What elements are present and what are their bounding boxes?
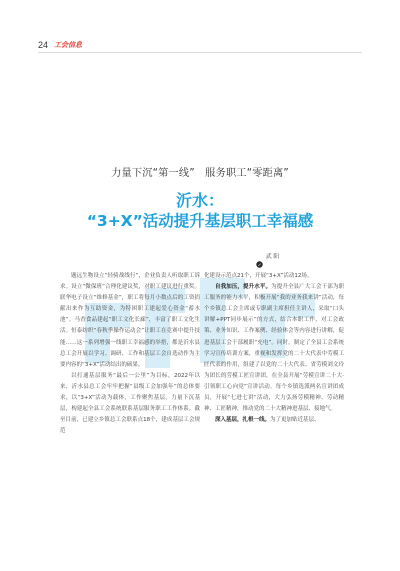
paragraph: 化建设示范点21个，开展“3+X”活动12场。 — [204, 273, 313, 279]
article-title-line1: 沂水： — [175, 191, 224, 210]
magazine-name: 工会信息 — [54, 41, 83, 49]
page-number: 24 — [38, 40, 49, 50]
author-byline — [256, 252, 279, 260]
paragraph — [204, 282, 344, 415]
author-name: 武 阳 — [266, 254, 279, 260]
article-kicker: 力量下沉“第一线” 服务职工“零距离” — [111, 168, 289, 179]
article-title-line2: “3+X”活动提升基层职工幸福感 — [86, 212, 314, 230]
header-divider — [38, 52, 362, 53]
page-header — [38, 40, 82, 50]
paragraph-lead: 深入基层，扎根一线。 — [215, 417, 271, 424]
paragraph-body: 为了更加贴近基层、 — [270, 417, 320, 424]
paragraph-body: 为提升全县广大工会干部为职工服务的能力水平，积极开展“我的业务我来讲”活动，每个乡镇总工会主席或专职副主席担任主讲人，采取“口头讲解+PPT同步展示”的方式，结合本职工作，对工会政策、业务知识、工作案例、经验体会等内容进行讲解，促进基层工会干部履职“充电”。同时，制定了全县工会系统学习宣传培训方案，重视和发挥党的二十大代表中劳模工匠代表的作用，组建了以党的二十大代表、省劳模刘文玲为团长的劳模工匠宣讲团，在全县开展“劳模宣讲二十大·引领职工心向党”宣讲活动。每个乡镇选派两名宣讲团成员，开展“七进七讲”活动，大力弘扬劳模精神、劳动精神、工匠精神，推动党的二十大精神进基层、接地气。 — [204, 284, 344, 413]
text-column-left — [60, 271, 200, 437]
text-column-right — [204, 271, 344, 426]
paragraph: 题远生物设立“轻骑战线行”，企业负责人听取职工诉求。设立“微保班”合理化建议奖，对职工建议进行重奖。联华电子设立“维修基金”，职工将每月小数点后的工资捐献出来作为互助资金，为特困职工建起爱心资金“蓄水池”。马香食品建起“职工文化长廊”，丰富了职工文化生活。恒泰纺织“春秋季操作运动会”让职工在竞赛中提升技能……这一系列增强一线职工幸福感的举措，都是沂水县总工会开展以学习、调研、工作和基层工会自选动作为主要内容的“3+X”活动结出的硕果。 — [60, 273, 200, 368]
paragraph — [204, 415, 344, 426]
paragraph-lead: 自我加压，提升水平。 — [215, 284, 272, 291]
pen-circle-icon — [256, 253, 263, 260]
paragraph: 以打通基层服务“最后一公里”为目标，2022年以来，沂水县总工会牢牢把握“县级工会加强年”的总体要求，以“3+X”活动为载体，工作聚焦基层，力量下沉基层，构建起全县工会系统联系基层服务职工工作体系。截至目前，已建立乡镇总工会联系点18个，建成基层工会规范 — [60, 372, 200, 435]
